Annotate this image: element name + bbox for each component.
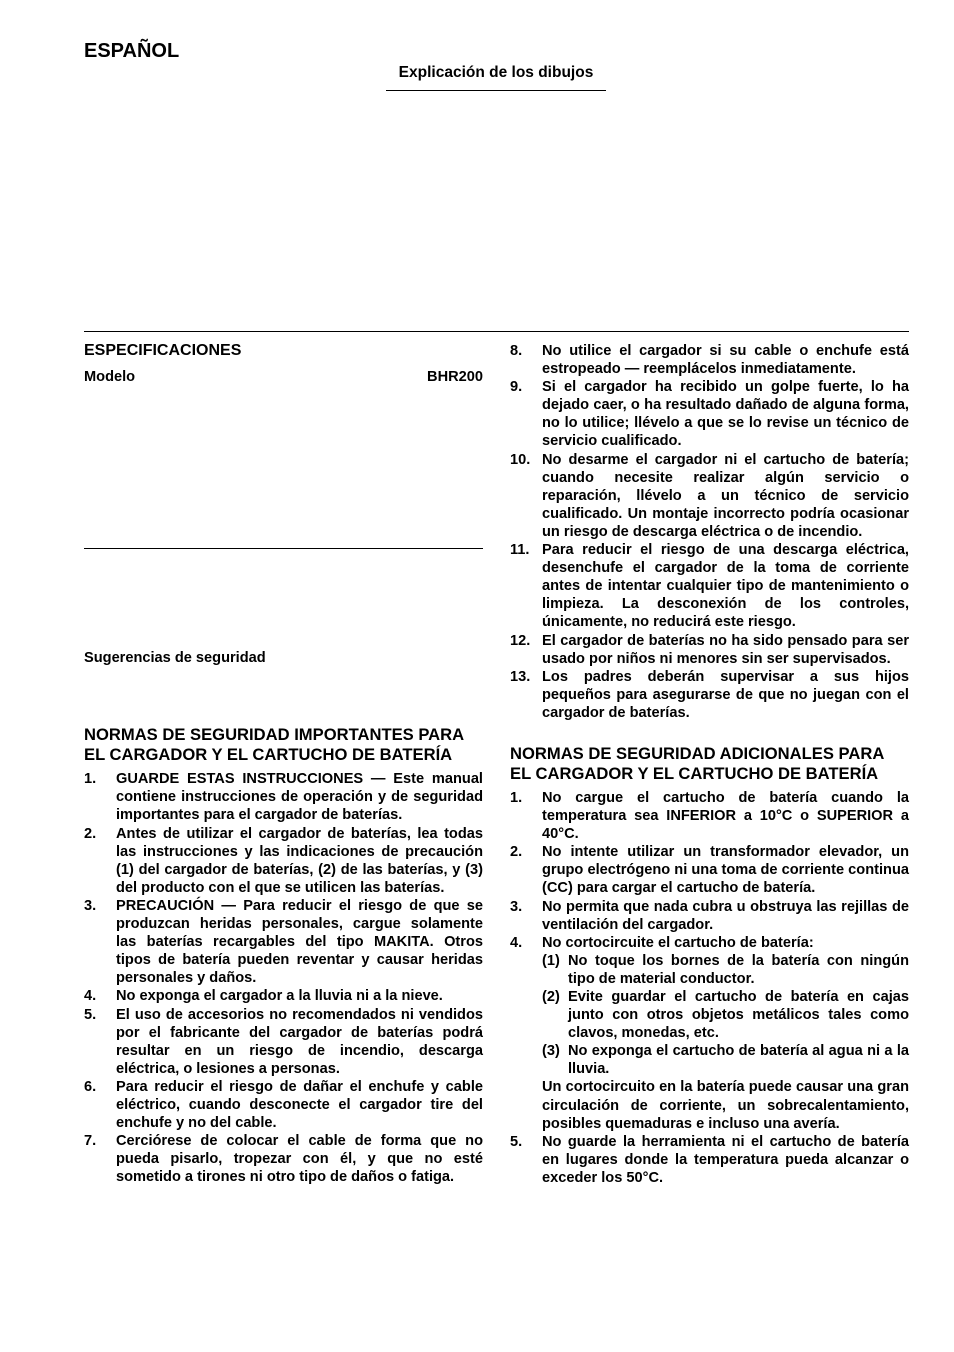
section1-title: NORMAS DE SEGURIDAD IMPORTANTES PARA EL CARGADOR Y EL CARTUCHO DE BATERÍA [84,725,464,765]
section2-list [510,789,909,1187]
item-number: 13. [510,668,531,685]
list-item [510,378,909,450]
list-item [510,898,909,934]
list-item [510,934,909,1133]
right-column [510,342,909,1187]
left-column [84,342,483,1186]
item-text: Para reducir el riesgo de dañar el enchufe y cable eléctrico, cuando desconecte el cargador tire del enchufe y no del cable. [116,1078,483,1132]
sub-item [542,952,909,988]
model-label: Modelo [84,369,136,386]
list-item [510,342,909,378]
language-heading: ESPAÑOL [84,40,180,62]
item-text: Antes de utilizar el cargador de baterías, lea todas las instrucciones y las indicaciones de precaución (1) del cargador de baterías, (2) de las baterías, y (3) del producto con el que se utilicen las baterías. [116,825,483,896]
divider [84,548,483,549]
item-number: 1. [510,789,523,806]
item-text: No permita que nada cubra u obstruya las rejillas de ventilación del cargador. [542,898,909,933]
item-number: 2. [510,844,523,861]
list-item [84,987,483,1005]
sub-item-number: (1) [542,952,560,969]
item-number: 9. [510,379,523,396]
model-value: BHR200 [427,369,483,386]
list-item [510,451,909,541]
list-item [84,897,483,987]
item-number: 4. [510,934,523,951]
sub-item-text: Evite guardar el cartucho de batería en cajas junto con otros objetos metálicos tales como clavos, monedas, etc. [568,989,909,1042]
item-number: 12. [510,632,531,649]
list-item [510,541,909,631]
section1-list-continued [510,342,909,722]
item-text: Para reducir el riesgo de una descarga eléctrica, desenchufe el cargador de la toma de corriente antes de intentar cualquier tipo de mantenimiento o limpieza. La desconexión de los controles, únicamente, no reducirá este riesgo. [542,542,909,631]
item-number: 3. [510,898,523,915]
list-item [510,789,909,843]
item-text: El cargador de baterías no ha sido pensado para ser usado por niños ni menores sin ser supervisados. [542,632,909,667]
item-text: No cortocircuite el cartucho de batería: [542,934,814,951]
divider [84,331,909,332]
item-number: 5. [510,1133,523,1150]
list-item [84,770,483,824]
item-text: Si el cargador ha recibido un golpe fuerte, lo ha dejado caer, o ha resultado dañado de alguna forma, no lo utilice; llévelo a que se lo revise un técnico de servicio cualificado. [542,379,909,450]
short-circuit-note: Un cortocircuito en la batería puede causar una gran circulación de corriente, un sobrecalentamiento, posibles quemaduras e incluso una avería. [542,1079,909,1132]
item-text: PRECAUCIÓN — Para reducir el riesgo de que se produzcan heridas personales, cargue solamente las baterías recargables del tipo MAKITA. Otros tipos de batería pueden reventar y causar heridas personales y daños. [116,897,483,987]
sub-item-text: No exponga el cartucho de batería al agua ni a la lluvia. [568,1043,909,1078]
sub-item [542,988,909,1042]
list-item [510,632,909,668]
item-text: No intente utilizar un transformador elevador, un grupo electrógeno ni una toma de corriente continua (CC) para cargar el cartucho de batería. [542,844,909,897]
item-text: Los padres deberán supervisar a sus hijos pequeños para asegurarse de que no juegan con el cargador de baterías. [542,668,909,721]
list-item [510,843,909,897]
section1-list [84,770,483,1186]
item-text: No desarme el cargador ni el cartucho de batería; cuando necesite realizar algún servicio o reparación, llévelo a un técnico de servicio cualificado. Un montaje incorrecto podría ocasionar un riesgo de descarga eléctrica o de incendio. [542,451,909,540]
list-item [84,1006,483,1078]
item-text: Cerciórese de colocar el cable de forma que no pueda pisarlo, tropezar con él, y que no esté sometido a tirones ni otro tipo de daños o fatiga. [116,1133,483,1186]
item-text: No guarde la herramienta ni el cartucho de batería en lugares donde la temperatura pueda alcanzar o exceder los 50°C. [542,1133,909,1186]
section2-title: NORMAS DE SEGURIDAD ADICIONALES PARA EL CARGADOR Y EL CARTUCHO DE BATERÍA [510,743,884,783]
list-item [510,668,909,722]
item-text: No utilice el cargador si su cable o enchufe está estropeado — reemplácelos inmediatamente. [542,343,909,378]
drawings-explanation-heading: Explicación de los dibujos [386,64,606,91]
item-text: GUARDE ESTAS INSTRUCCIONES — Este manual contiene instrucciones de operación y de seguridad importantes para el cargador de baterías. [116,771,483,824]
item-number: 3. [84,897,97,914]
sub-item-number: (3) [542,1043,560,1060]
item-number: 6. [84,1078,97,1095]
list-item [510,1133,909,1187]
spec-row-model [84,368,483,386]
item-number: 4. [84,988,97,1005]
sub-item-text: No toque los bornes de la batería con ningún tipo de material conductor. [568,952,909,987]
item-number: 1. [84,771,97,788]
item-number: 2. [84,825,97,842]
item-number: 11. [510,542,530,559]
item-number: 5. [84,1006,97,1023]
item-number: 8. [510,343,523,359]
list-item [84,1132,483,1186]
sub-item [542,1042,909,1078]
item-number: 10. [510,451,531,468]
list-item [84,825,483,897]
specifications-heading: ESPECIFICACIONES [84,342,242,359]
sub-item-number: (2) [542,989,560,1005]
item-number: 7. [84,1133,97,1150]
item-text: No exponga el cargador a la lluvia ni a la nieve. [116,988,443,1005]
item-text: El uso de accesorios no recomendados ni vendidos por el fabricante del cargador de baterías podrá resultar en un riesgo de incendio, descarga eléctrica, o lesiones a personas. [116,1006,483,1077]
safety-tips-heading: Sugerencias de seguridad [84,650,266,667]
list-item [84,1078,483,1132]
item-text: No cargue el cartucho de batería cuando la temperatura sea INFERIOR a 10°C o SUPERIOR a 40°C. [542,789,909,843]
